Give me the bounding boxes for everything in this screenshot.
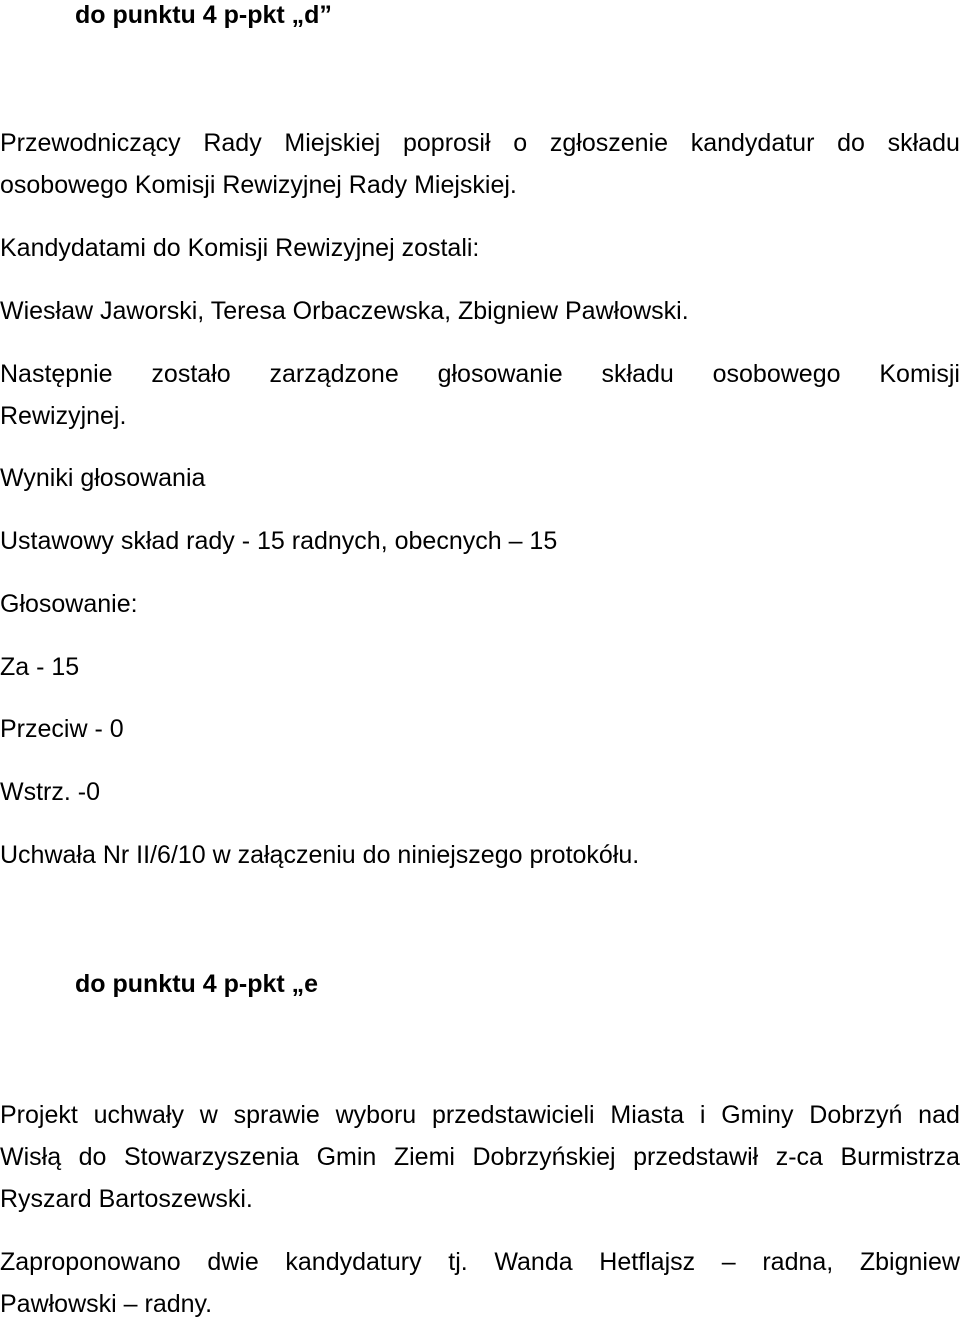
word: Zbigniew [859, 1248, 960, 1276]
word: Miasta [610, 1101, 685, 1129]
proposal-line-1 [0, 1250, 960, 1275]
word: sprawie [233, 1101, 320, 1129]
word: w [199, 1101, 218, 1129]
project-line-1 [0, 1103, 960, 1128]
word: Stowarzyszenia [123, 1143, 300, 1171]
word: zgłoszenie [549, 129, 668, 157]
word: składu [601, 360, 674, 388]
word: kandydatur [690, 129, 815, 157]
candidates-list: Wiesław Jaworski, Teresa Orbaczewska, Zbigniew Pawłowski. [0, 297, 689, 325]
word: Hetflajsz [599, 1248, 696, 1276]
voting-label: Głosowanie: [0, 590, 138, 618]
word: wyboru [335, 1101, 417, 1129]
project-line-3: Ryszard Bartoszewski. [0, 1185, 253, 1213]
word: Komisji [879, 360, 960, 388]
word: Projekt [0, 1101, 78, 1129]
word: kandydatury [285, 1248, 422, 1276]
word: Ziemi [393, 1143, 455, 1171]
vote-ordered-line-2: Rewizyjnej. [0, 402, 127, 430]
section-d-heading: do punktu 4 p-pkt „d” [75, 1, 332, 29]
word: Burmistrza [840, 1143, 960, 1171]
section-d-intro-line-2: osobowego Komisji Rewizyjnej Rady Miejskiej. [0, 171, 517, 199]
word: Przewodniczący [0, 129, 181, 157]
word: zarządzone [269, 360, 399, 388]
word: składu [887, 129, 960, 157]
word: do [78, 1143, 107, 1171]
word: Gmin [316, 1143, 377, 1171]
word: uchwały [93, 1101, 184, 1129]
word: Dobrzyń [809, 1101, 903, 1129]
word: tj. [448, 1248, 468, 1276]
word: poprosił [402, 129, 491, 157]
word: – [721, 1248, 736, 1276]
council-composition: Ustawowy skład rady - 15 radnych, obecnych – 15 [0, 527, 558, 555]
section-e-heading: do punktu 4 p-pkt „e [75, 970, 319, 998]
word: Wanda [494, 1248, 573, 1276]
votes-against: Przeciw - 0 [0, 715, 124, 743]
project-line-2 [0, 1145, 960, 1170]
word: zostało [151, 360, 231, 388]
word: do [837, 129, 865, 157]
proposal-line-2: Pawłowski – radny. [0, 1290, 213, 1318]
word: Zaproponowano [0, 1248, 181, 1276]
word: Wisłą [0, 1143, 62, 1171]
results-heading: Wyniki głosowania [0, 464, 206, 492]
word: osobowego [712, 360, 841, 388]
section-d-intro-line-1 [0, 131, 960, 156]
word: Następnie [0, 360, 113, 388]
candidates-intro: Kandydatami do Komisji Rewizyjnej zostali: [0, 234, 480, 262]
word: dwie [207, 1248, 259, 1276]
resolution-note: Uchwała Nr II/6/10 w załączeniu do niniejszego protokółu. [0, 841, 640, 869]
word: przedstawił [633, 1143, 759, 1171]
votes-abstain: Wstrz. -0 [0, 778, 100, 806]
word: nad [918, 1101, 960, 1129]
word: i [699, 1101, 706, 1129]
word: radna, [762, 1248, 834, 1276]
word: Miejskiej [284, 129, 381, 157]
word: przedstawicieli [432, 1101, 595, 1129]
vote-ordered-line-1 [0, 362, 960, 387]
votes-for: Za - 15 [0, 653, 80, 681]
word: o [513, 129, 528, 157]
word: Dobrzyńskiej [472, 1143, 616, 1171]
word: głosowanie [437, 360, 563, 388]
word: z-ca [775, 1143, 823, 1171]
word: Rady [203, 129, 262, 157]
word: Gminy [721, 1101, 794, 1129]
